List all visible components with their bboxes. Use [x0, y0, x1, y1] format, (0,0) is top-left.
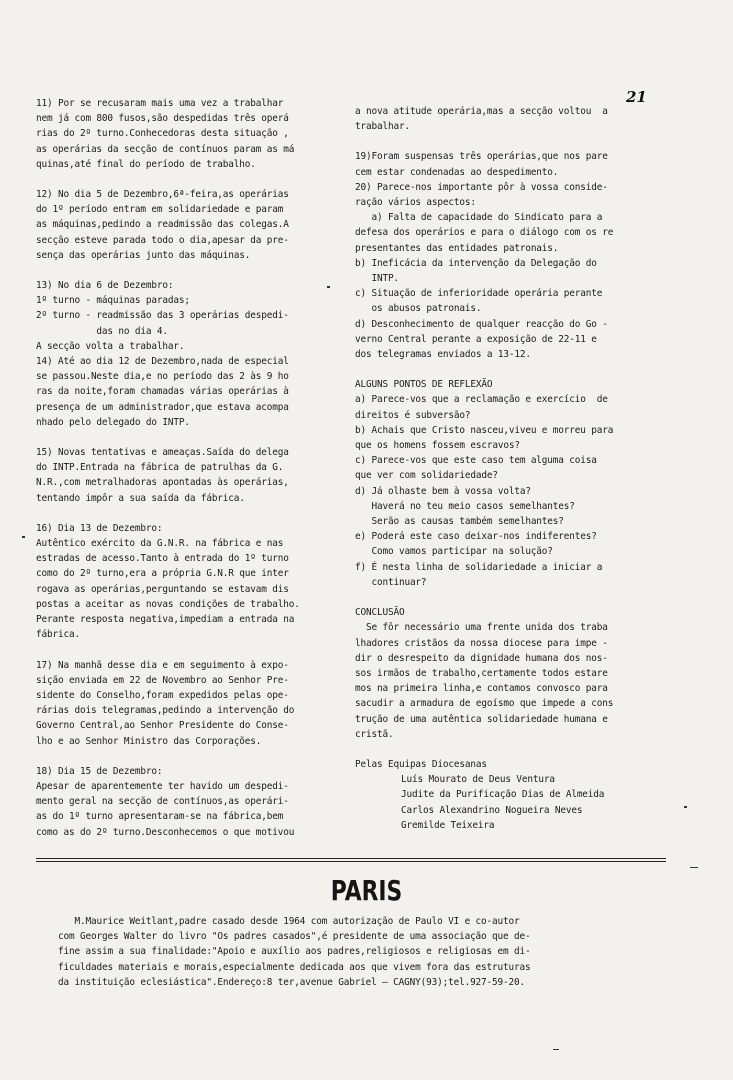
page-number: 21	[626, 88, 647, 106]
items-13-14: 13) No dia 6 de Dezembro: 1º turno - máquinas paradas; 2º turno - readmissão das 3 operárias despedi- das no dia 4. A secção volta a trabalhar. 14) Até ao dia 12 de Dezembro,nada de especial se passou.Neste dia,e no período das 2 às 9 ho ras da noite,foram chamadas várias operárias à presença de um administrador,que estava acompa nhado pelo delegado do INTP.	[36, 280, 289, 428]
item-12: 12) No dia 5 de Dezembro,6ª-feira,as operárias do 1º período entram em solidariedade e param as máquinas,pedindo a readmissão das colegas.A secção esteve parada todo o dia,apesar da pre- sença das operárias junto das máquinas.	[36, 189, 289, 261]
items-19-20: 19)Foram suspensas três operárias,que nos pare cem estar condenadas ao despedimento. 20) Parece-nos importante pôr à vossa conside- ração vários aspectos: a) Falta de capacidade do Sindicato para a defesa dos operários e para o diálogo com os re presentantes das entidades patronais. b) Ineficácia da intervenção da Delegação do INTP. c) Situação de inferioridade operária perante os abusos patronais. d) Desconhecimento de qualquer reacção do Go - verno Central perante a exposição de 22-11 e dos telegramas enviados a 13-12.	[355, 151, 614, 361]
scan-speck	[327, 286, 330, 288]
section-divider-top	[36, 858, 666, 859]
conclusion-text: Se fôr necessário uma frente unida dos traba lhadores cristãos da nossa diocese para impe - dir o desrespeito da dignidade humana dos nos- sos irmãos de trabalho,certamente todos estare mos na primeira linha,e contamos convosco para sacudir a armadura de egoísmo que impede a cons trução de uma autêntica solidariedade humana e cristã.	[355, 622, 614, 740]
section-divider-bottom	[36, 861, 666, 862]
signature-heading: Pelas Equipas Diocesanas	[355, 758, 487, 770]
item-11: 11) Por se recusaram mais uma vez a trabalhar nem já com 800 fusos,são despedidas três operá rias do 2º turno.Conhecedoras desta situação , as operárias da secção de contínuos param as má quinas,até final do período de trabalho.	[36, 98, 295, 170]
paris-heading: PARIS	[330, 874, 403, 907]
reflection-heading: ALGUNS PONTOS DE REFLEXÃO	[355, 379, 493, 391]
conclusion-heading: CONCLUSÃO	[355, 607, 405, 619]
item-17: 17) Na manhã desse dia e em seguimento à expo- sição enviada em 22 de Novembro ao Senhor Pre- sidente do Conselho,foram expedidos pelas ope- rárias dois telegramas,pedindo a intervenção do Governo Central,ao Senhor Presidente do Conse- lho e ao Senhor Ministro das Corporações.	[36, 659, 295, 747]
right-column	[355, 104, 645, 833]
signature-1: Luís Mourato de Deus Ventura	[401, 774, 555, 786]
paris-paragraph: M.Maurice Weitlant,padre casado desde 1964 com autorização de Paulo VI e co-autor com Georges Walter do livro "Os padres casados",é presidente de uma associação que de- fine assim a sua finalidade:"Apoio e auxílio aos padres,religiosos e religiosas em di- ficuldades materiais e morais,especialmente dedicada aos que vivem fora das estruturas da instituição eclesiástica".Endereço:8 ter,avenue Gabriel — CAGNY(93);tel.927-59-20.	[58, 916, 531, 988]
scan-speck	[690, 867, 698, 868]
item-16: 16) Dia 13 de Dezembro: Autêntico exército da G.N.R. na fábrica e nas estradas de acesso.Tanto à entrada do 1º turno como do 2º turno,era a própria G.N.R que inter rogava as operárias,perguntando se estavam dis postas a aceitar as novas condições de trabalho. Perante resposta negativa,impediam a entrada na fábrica.	[36, 522, 300, 641]
signature-4: Gremilde Teixeira	[401, 819, 495, 831]
scan-speck	[553, 1049, 559, 1050]
item-18-continuation: a nova atitude operária,mas a secção voltou a trabalhar.	[355, 106, 608, 133]
signature-3: Carlos Alexandrino Nogueira Neves	[401, 804, 583, 816]
item-15: 15) Novas tentativas e ameaças.Saída do delega do INTP.Entrada na fábrica de patrulhas da G. N.R.,com metralhadoras apontadas às operárias, tentando impôr a sua saída da fábrica.	[36, 447, 289, 504]
left-column	[36, 96, 336, 840]
signature-2: Judite da Purificação Dias de Almeida	[401, 789, 605, 801]
item-18: 18) Dia 15 de Dezembro: Apesar de aparentemente ter havido um despedi- mento geral na secção de contínuos,as operári- as do 1º turno apresentaram-se na fábrica,bem como as do 2º turno.Desconhecemos o que motivou	[36, 765, 295, 838]
reflection-points: a) Parece-vos que a reclamação e exercício de direitos é subversão? b) Achais que Cristo nasceu,viveu e morreu para que os homens fossem escravos? c) Parece-vos que este caso tem alguma coisa que ver com solidariedade? d) Já olhaste bem à vossa volta? Haverá no teu meio casos semelhantes? Serão as causas também semelhantes? e) Poderá este caso deixar-nos indiferentes? Como vamos participar na solução? f) É nesta linha de solidariedade a iniciar a continuar?	[355, 394, 614, 588]
scan-speck	[684, 806, 687, 808]
scan-speck	[22, 536, 25, 538]
